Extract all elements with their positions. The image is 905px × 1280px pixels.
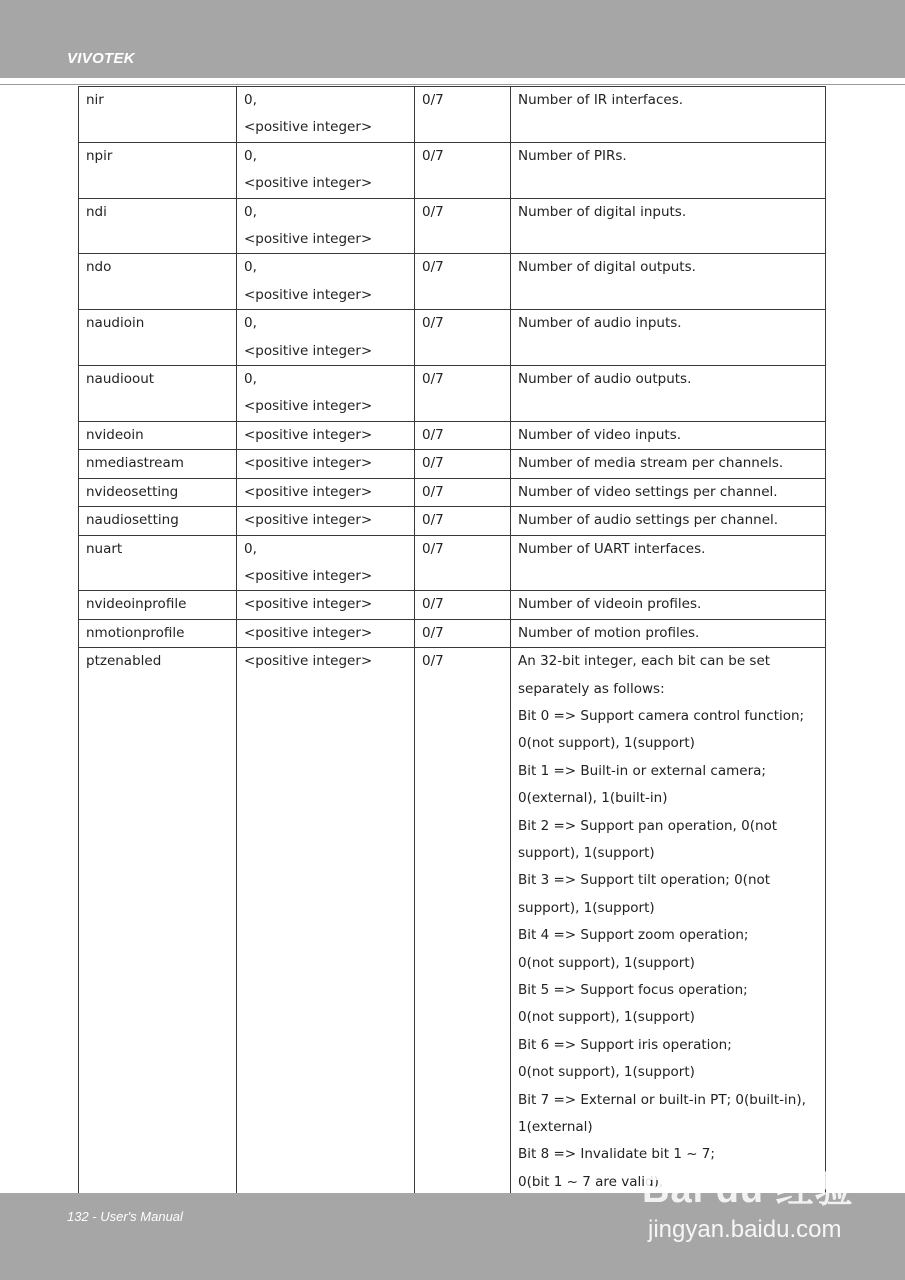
table-row [79,198,826,254]
param-name-cell [79,450,237,478]
cell-line: 0/7 [422,483,444,500]
cell-line: 0/7 [422,512,444,529]
param-value-cell [237,507,415,535]
cell-line: 0(not support), 1(support) [518,1009,695,1026]
param-value-cell [237,648,415,1197]
watermark-logo: Bai du 经验 [642,1169,854,1211]
cell-line: 0/7 [422,371,444,388]
cell-line: nmediastream [86,455,184,472]
cell-line: <positive integer> [244,426,373,443]
param-security-cell [415,507,511,535]
cell-line: 0, [244,371,257,388]
header-divider [0,84,905,85]
cell-line: Bit 1 => Built-in or external camera; [518,762,766,779]
cell-line: 0, [244,92,257,108]
param-description-cell [511,619,826,647]
cell-line: Bit 4 => Support zoom operation; [518,927,749,944]
cell-line: 0, [244,147,257,164]
table-row [79,535,826,591]
cell-line: naudioin [86,315,145,332]
cell-line: <positive integer> [244,175,373,192]
param-description-cell [511,421,826,449]
cell-line: 0/7 [422,315,444,332]
cell-line: Number of motion profiles. [518,624,700,641]
param-name-cell [79,310,237,366]
cell-line: Number of audio settings per channel. [518,512,779,529]
param-value-cell [237,421,415,449]
param-name-cell [79,648,237,1197]
param-value-cell [237,142,415,198]
cell-line: Bit 5 => Support focus operation; [518,982,748,998]
cell-line: 0/7 [422,540,444,557]
param-name-cell [79,507,237,535]
param-name-cell [79,421,237,449]
param-description-cell [511,198,826,254]
param-description-cell [511,478,826,506]
cell-line: 0(not support), 1(support) [518,954,695,971]
cell-line: naudiosetting [86,512,179,529]
cell-line: <positive integer> [244,286,373,303]
param-security-cell [415,421,511,449]
param-security-cell [415,310,511,366]
table-row [79,648,826,1197]
cell-line: 0/7 [422,92,444,108]
param-security-cell [415,254,511,310]
param-value-cell [237,254,415,310]
cell-line: 0(external), 1(built-in) [518,790,668,807]
cell-line: Bit 3 => Support tilt operation; 0(not [518,872,771,889]
param-name-cell [79,142,237,198]
cell-line: 0(bit 1 ~ 7 are valid), [518,1173,664,1190]
param-security-cell [415,450,511,478]
cell-line: 0, [244,259,257,276]
page-number-label: 132 - User's Manual [67,1209,183,1224]
cell-line: 0, [244,540,257,557]
param-name-cell [79,254,237,310]
table-row [79,507,826,535]
cell-line: ndo [86,259,112,276]
param-description-cell [511,366,826,422]
cell-line: nvideosetting [86,483,179,500]
table-row [79,310,826,366]
cell-line: 0/7 [422,259,444,276]
cell-line: ndi [86,203,107,220]
cell-line: <positive integer> [244,231,373,248]
param-security-cell [415,478,511,506]
cell-line: 0(not support), 1(support) [518,1064,695,1081]
param-description-cell [511,142,826,198]
param-name-cell [79,535,237,591]
param-value-cell [237,198,415,254]
cell-line: Number of video settings per channel. [518,483,778,500]
param-description-cell [511,507,826,535]
param-description-cell [511,535,826,591]
cell-line: <positive integer> [244,653,373,670]
cell-line: Bit 7 => External or built-in PT; 0(built-in), [518,1091,806,1108]
parameter-table [78,86,826,1197]
cell-line: <positive integer> [244,624,373,641]
cell-line: <positive integer> [244,342,373,359]
param-security-cell [415,535,511,591]
table-row [79,591,826,619]
param-description-cell [511,87,826,143]
cell-line: 0/7 [422,624,444,641]
param-description-cell [511,450,826,478]
cell-line: Number of digital inputs. [518,203,687,220]
cell-line: Bit 2 => Support pan operation, 0(not [518,817,778,834]
param-security-cell [415,142,511,198]
cell-line: <positive integer> [244,512,373,529]
param-name-cell [79,591,237,619]
param-name-cell [79,619,237,647]
table-row [79,87,826,143]
param-name-cell [79,87,237,143]
cell-line: Number of audio inputs. [518,315,682,332]
cell-line: <positive integer> [244,119,373,136]
table-row [79,254,826,310]
table-row [79,421,826,449]
param-value-cell [237,366,415,422]
cell-line: <positive integer> [244,596,373,613]
cell-line: 0/7 [422,147,444,164]
param-security-cell [415,87,511,143]
param-security-cell [415,366,511,422]
cell-line: support), 1(support) [518,844,655,861]
cell-line: separately as follows: [518,680,665,697]
param-name-cell [79,198,237,254]
table-row [79,366,826,422]
cell-line: Number of audio outputs. [518,371,692,388]
cell-line: 0, [244,203,257,220]
cell-line: <positive integer> [244,483,373,500]
param-security-cell [415,648,511,1197]
cell-line: 0, [244,315,257,332]
param-value-cell [237,619,415,647]
cell-line: <positive integer> [244,567,373,584]
page-header [0,0,905,78]
cell-line: Number of media stream per channels. [518,455,784,472]
param-security-cell [415,619,511,647]
cell-line: Bit 0 => Support camera control function; [518,707,805,724]
param-description-cell [511,591,826,619]
cell-line: nuart [86,540,123,557]
cell-line: ptzenabled [86,653,162,670]
cell-line: 0/7 [422,426,444,443]
param-name-cell [79,366,237,422]
brand-logo: VIVOTEK [67,50,135,67]
table-row [79,142,826,198]
param-security-cell [415,198,511,254]
cell-line: naudioout [86,371,155,388]
param-name-cell [79,478,237,506]
cell-line: nvideoin [86,426,144,443]
cell-line: An 32-bit integer, each bit can be set [518,653,771,670]
cell-line: 0/7 [422,455,444,472]
param-value-cell [237,535,415,591]
cell-line: 0(not support), 1(support) [518,735,695,752]
cell-line: 1(external) [518,1119,593,1136]
table-row [79,478,826,506]
param-value-cell [237,310,415,366]
param-security-cell [415,591,511,619]
param-value-cell [237,87,415,143]
param-description-cell [511,648,826,1197]
cell-line: Number of digital outputs. [518,259,696,276]
cell-line: Number of IR interfaces. [518,92,684,108]
cell-line: npir [86,147,113,164]
cell-line: <positive integer> [244,455,373,472]
param-value-cell [237,450,415,478]
cell-line: Number of UART interfaces. [518,540,706,557]
cell-line: Number of PIRs. [518,147,627,164]
watermark-url: jingyan.baidu.com [648,1216,842,1243]
cell-line: Bit 6 => Support iris operation; [518,1036,732,1053]
cell-line: nvideoinprofile [86,596,187,613]
table-row [79,450,826,478]
cell-line: Bit 8 => Invalidate bit 1 ~ 7; [518,1146,715,1163]
cell-line: 0/7 [422,653,444,670]
cell-line: Number of video inputs. [518,426,682,443]
cell-line: <positive integer> [244,398,373,415]
param-description-cell [511,254,826,310]
cell-line: nir [86,92,104,108]
cell-line: nmotionprofile [86,624,185,641]
param-value-cell [237,591,415,619]
cell-line: support), 1(support) [518,899,655,916]
table-row [79,619,826,647]
cell-line: 0/7 [422,596,444,613]
parameter-table-container [78,86,825,1197]
param-description-cell [511,310,826,366]
cell-line: Number of videoin profiles. [518,596,702,613]
param-value-cell [237,478,415,506]
parameter-table-body [79,87,826,1197]
cell-line: 0/7 [422,203,444,220]
